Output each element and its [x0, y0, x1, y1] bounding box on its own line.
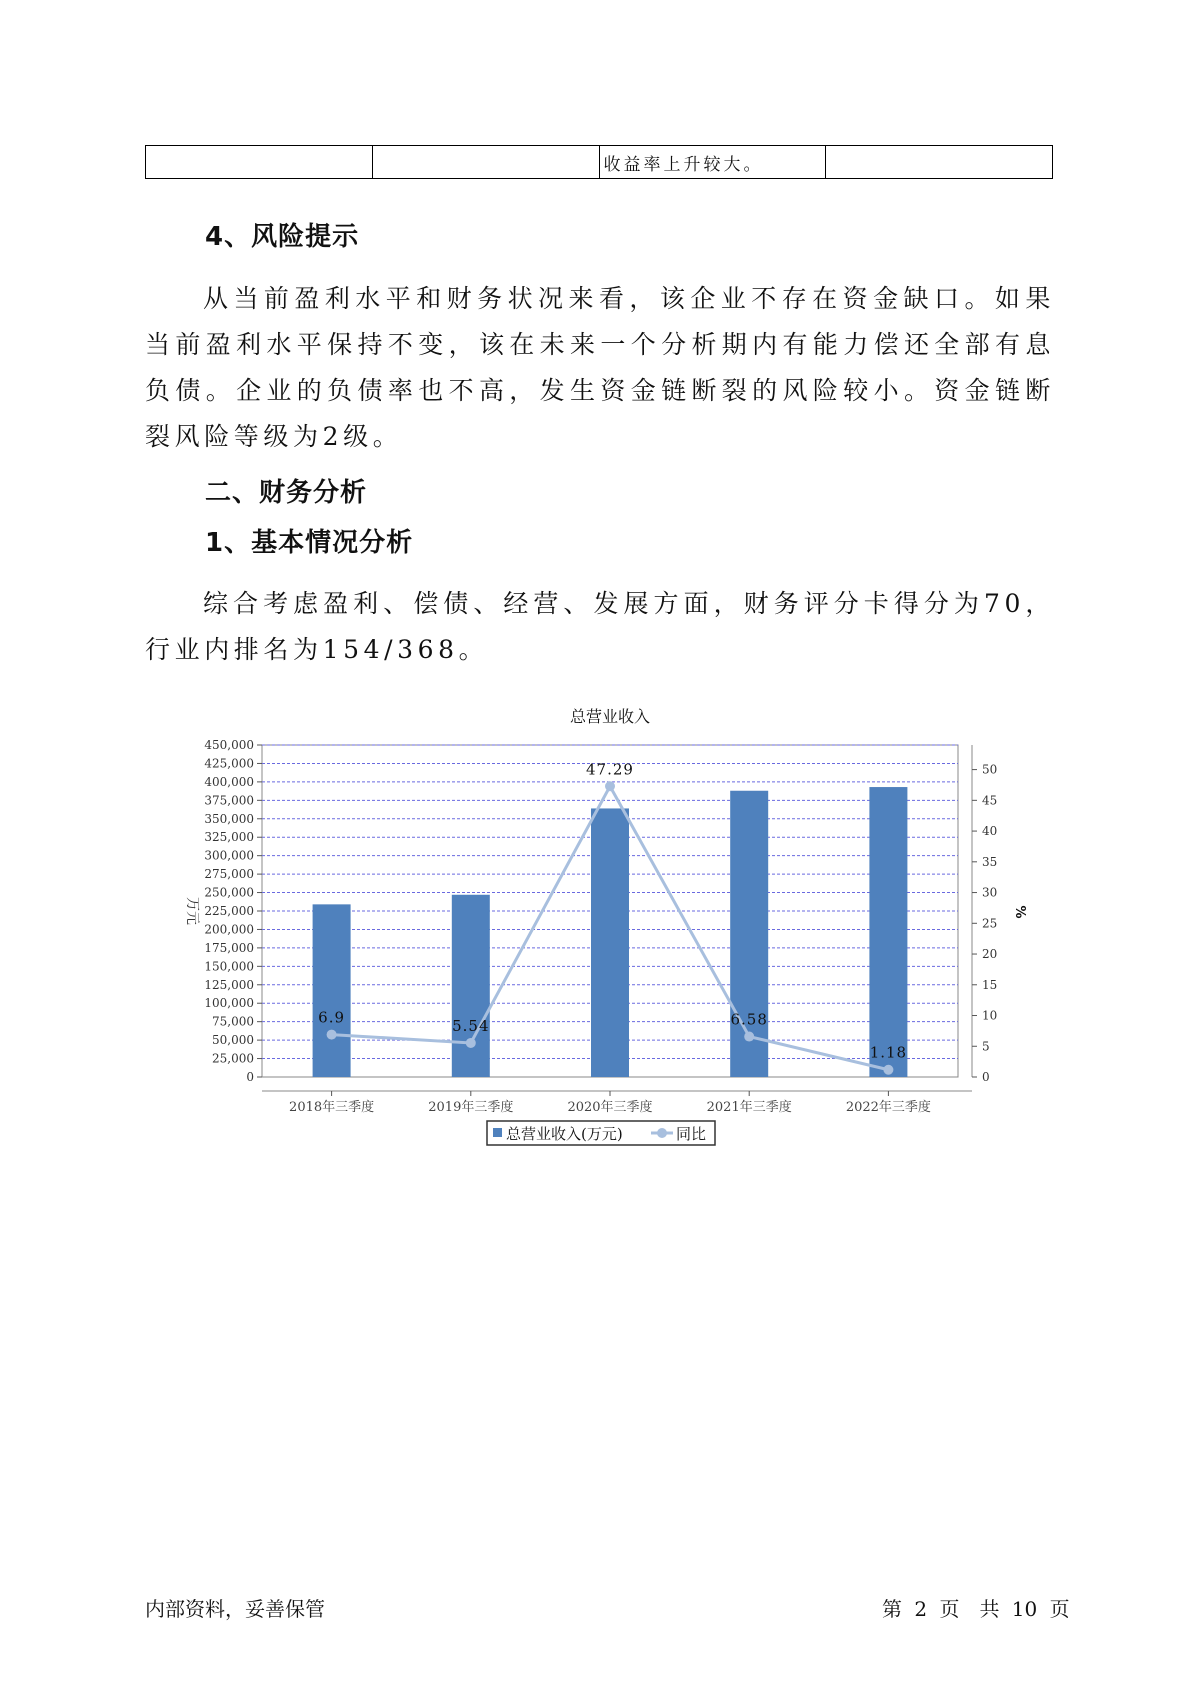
- finance-heading: 二、财务分析: [205, 478, 368, 508]
- bar: [869, 787, 907, 1077]
- chart-legend: [487, 1121, 715, 1145]
- y-tick-label: 150,000: [204, 959, 254, 974]
- y-tick-label: 225,000: [204, 904, 254, 918]
- bar: [452, 895, 490, 1077]
- y-tick-label: 175,000: [204, 940, 254, 955]
- chart-title: 总营业收入: [569, 707, 651, 726]
- bar: [591, 808, 629, 1077]
- y-tick-label: 350,000: [204, 811, 254, 826]
- y2-tick-label: 5: [982, 1039, 990, 1054]
- growth-data-label: 47.29: [586, 760, 634, 779]
- legend-swatch-bar: [493, 1128, 502, 1137]
- y2-tick-label: 25: [982, 916, 998, 931]
- bar: [313, 904, 351, 1077]
- y2-tick-label: 40: [982, 824, 998, 839]
- x-tick-label: 2020年三季度: [567, 1100, 653, 1115]
- growth-data-label: 6.9: [318, 1008, 346, 1027]
- y-tick-label: 375,000: [204, 793, 254, 808]
- basic-paragraph: 综合考虑盈利、偿债、经营、发展方面，财务评分卡得分为70，行业内排名为154/368。: [145, 589, 1055, 664]
- growth-point: [744, 1032, 754, 1042]
- legend-label-line: 同比: [676, 1125, 707, 1143]
- y2-tick-label: 45: [982, 793, 998, 808]
- y-tick-label: 400,000: [204, 774, 254, 789]
- y-axis-label: 万元: [184, 897, 200, 925]
- growth-point: [883, 1065, 893, 1075]
- y-tick-label: 0: [246, 1070, 254, 1084]
- y-tick-label: 100,000: [204, 996, 254, 1011]
- y2-tick-label: 35: [982, 854, 998, 869]
- y-tick-label: 425,000: [204, 756, 254, 771]
- growth-point: [466, 1038, 476, 1048]
- y-tick-label: 25,000: [212, 1051, 254, 1066]
- y2-tick-label: 30: [982, 885, 998, 900]
- legend-swatch-point: [657, 1128, 667, 1138]
- x-tick-label: 2022年三季度: [845, 1100, 931, 1115]
- y2-tick-label: 10: [982, 1008, 998, 1023]
- y2-tick-label: 0: [982, 1070, 990, 1084]
- y2-tick-label: 20: [982, 947, 998, 962]
- risk-paragraph: 从当前盈利水平和财务状况来看，该企业不存在资金缺口。如果当前盈利水平保持不变，该在未来一个分析期内有能力偿还全部有息负债。企业的负债率也不高，发生资金链断裂的风险较小。资金链断裂风险等级为2级。: [145, 284, 1055, 451]
- footer-page-number: 第 2 页 共 10 页: [882, 1597, 1070, 1621]
- growth-point: [605, 781, 615, 791]
- y2-tick-label: 50: [982, 762, 998, 777]
- y-tick-label: 50,000: [212, 1033, 254, 1048]
- basic-heading: 1、基本情况分析: [205, 528, 414, 558]
- legend-label-bar: 总营业收入(万元): [506, 1125, 623, 1143]
- growth-point: [327, 1030, 337, 1040]
- y2-tick-label: 15: [982, 977, 998, 992]
- y-tick-label: 275,000: [204, 867, 254, 882]
- footer-confidential: 内部资料，妥善保管: [145, 1597, 325, 1621]
- y-tick-label: 250,000: [204, 885, 254, 900]
- y-tick-label: 125,000: [204, 977, 254, 992]
- table-cell: 收益率上升较大。: [599, 146, 826, 179]
- y2-axis-label: %: [1012, 905, 1027, 919]
- y-tick-label: 300,000: [204, 848, 254, 863]
- y-tick-label: 450,000: [204, 738, 254, 752]
- growth-data-label: 5.54: [452, 1016, 490, 1035]
- risk-heading: 4、风险提示: [205, 222, 360, 252]
- x-tick-label: 2019年三季度: [428, 1100, 514, 1115]
- y-tick-label: 75,000: [212, 1014, 254, 1029]
- x-tick-label: 2018年三季度: [289, 1100, 375, 1115]
- y-tick-label: 200,000: [204, 922, 254, 937]
- growth-data-label: 6.58: [730, 1010, 768, 1029]
- x-tick-label: 2021年三季度: [706, 1100, 792, 1115]
- y-tick-label: 325,000: [204, 830, 254, 845]
- growth-data-label: 1.18: [869, 1043, 908, 1062]
